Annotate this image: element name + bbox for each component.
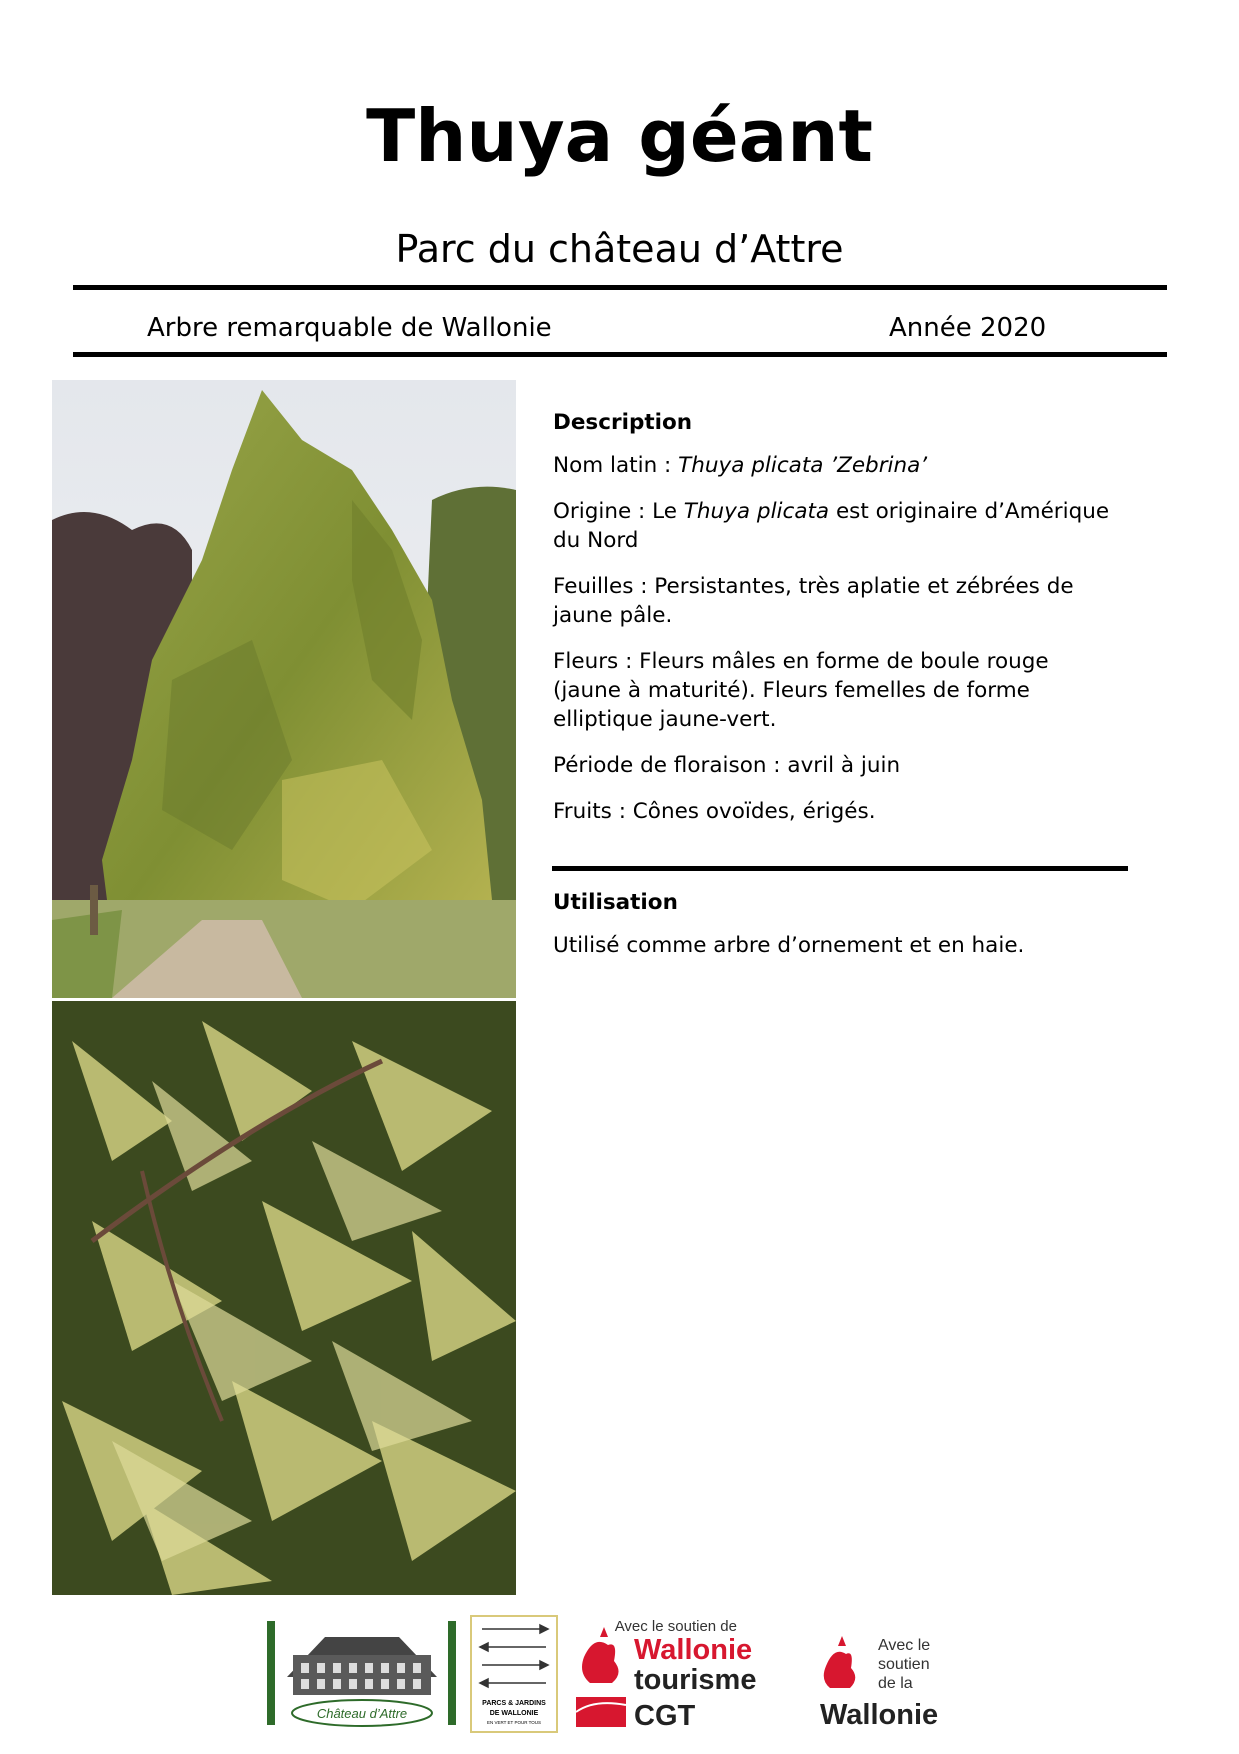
description-heading: Description	[553, 410, 693, 435]
page-title: Thuya géant	[366, 94, 873, 178]
tourisme-brand3: CGT	[634, 1700, 696, 1731]
usage-text: Utilisé comme arbre d’ornement et en haie.	[553, 933, 1025, 958]
flowers-row: Fleurs : Fleurs mâles en forme de boule rouge (jaune à maturité). Fleurs femelles de forme elliptique jaune-vert.	[553, 649, 1049, 732]
latin-name-row	[553, 451, 1113, 480]
wallonie-line2: soutien	[878, 1656, 930, 1673]
latin-name-label: Nom latin :	[553, 453, 679, 478]
latin-name-value: Thuya plicata ’Zebrina’	[678, 453, 928, 478]
flowering-period-row: Période de floraison : avril à juin	[553, 753, 901, 778]
section-divider	[552, 866, 1128, 871]
wallonie-line3: de la	[878, 1675, 913, 1692]
wallonie-line1: Avec le	[878, 1637, 931, 1654]
origin-species: Thuya plicata	[683, 499, 830, 524]
page-subtitle: Parc du château d’Attre	[395, 227, 844, 271]
usage-heading: Utilisation	[553, 890, 678, 915]
origin-row	[553, 497, 1113, 555]
tourisme-brand2: tourisme	[634, 1664, 757, 1696]
chateau-logo-text: Château d’Attre	[316, 1706, 408, 1721]
tourisme-top-text: Avec le soutien de	[614, 1618, 737, 1635]
wallonie-tourisme-logo	[574, 1617, 774, 1731]
header-rule-top	[73, 285, 1167, 290]
header-rule-bottom	[73, 352, 1167, 357]
origin-label: Origine : Le	[553, 499, 684, 524]
foliage-photo	[52, 1001, 516, 1595]
chateau-attre-logo	[265, 1617, 458, 1729]
tree-photo	[52, 380, 516, 998]
parcs-line2: DE WALLONIE	[489, 1710, 539, 1717]
parcs-line3: EN VERT ET POUR TOUS	[486, 1720, 542, 1725]
fruits-row: Fruits : Cônes ovoïdes, érigés.	[553, 799, 876, 824]
wallonie-brand: Wallonie	[820, 1699, 939, 1731]
parcs-line1: PARCS & JARDINS	[482, 1700, 546, 1707]
year-label: Année 2020	[889, 313, 1047, 343]
origin-text: est originaire d’Amérique du Nord	[553, 499, 1110, 553]
content-column	[553, 408, 1113, 977]
tourisme-brand1: Wallonie	[634, 1634, 753, 1666]
wallonie-logo	[818, 1632, 950, 1732]
category-label: Arbre remarquable de Wallonie	[147, 313, 552, 343]
leaves-row: Feuilles : Persistantes, très aplatie et zébrées de jaune pâle.	[553, 574, 1074, 628]
parcs-jardins-logo	[470, 1615, 558, 1733]
